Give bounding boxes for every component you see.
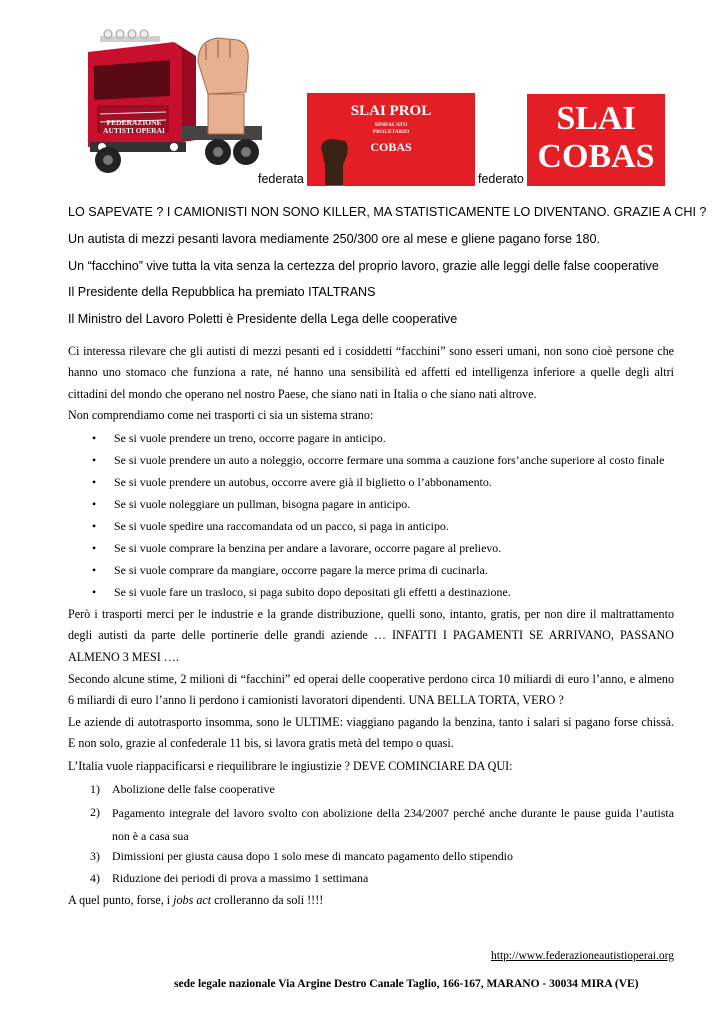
bullet-icon: • xyxy=(92,519,97,533)
headline-3: Un “facchino” vive tutta la vita senza la certezza del proprio lavoro, grazie alle leggi delle false cooperative xyxy=(68,259,659,273)
list-item: • Se si vuole comprare la benzina per andare a lavorare, occorre pagare al prelievo. xyxy=(92,538,501,559)
federata-label: federata xyxy=(258,172,304,186)
list-item: • Se si vuole prendere un treno, occorre pagare in anticipo. xyxy=(92,428,386,449)
list-item: • Se si vuole prendere un auto a noleggio, occorre fermare una somma a cauzione fors’anche superiore al costo finale xyxy=(92,450,664,471)
headline-5: Il Ministro del Lavoro Poletti è Presidente della Lega delle cooperative xyxy=(68,312,458,326)
list-item: • Se si vuole fare un trasloco, si paga subito dopo depositati gli effetti a destinazione. xyxy=(92,582,511,603)
list-item: • Se si vuole prendere un autobus, occorre avere già il biglietto o l’abbonamento. xyxy=(92,472,492,493)
truck-illustration xyxy=(78,22,268,182)
paragraph-italy: L’Italia vuole riappacificarsi e riequilibrare le ingiustizie ? DEVE COMINCIARE DA QUI: xyxy=(68,759,513,773)
paragraph-estimates: Secondo alcune stime, 2 milioni di “facchini” ed operai delle cooperative perdono circa 10 miliardi di euro l’anno, e almeno 6 miliardi di euro l’anno li perdono i camionisti lavoratori dipendenti. UNA BELLA TORTA, VERO ? xyxy=(68,672,674,708)
list-item: • Se si vuole spedire una raccomandata od un pacco, si paga in anticipo. xyxy=(92,516,449,537)
truck-grille-text: FEDERAZIONE AUTISTI OPERAI xyxy=(103,118,165,135)
paragraph-companies: Le aziende di autotrasporto insomma, sono le ULTIME: viaggiano pagando la benzina, tanto i salari si pagano forse chissà. E non solo, grazie al confederale 11 bis, si lavora gratis metà del tempo o quasi. xyxy=(68,715,674,751)
federato-label: federato xyxy=(478,172,524,186)
numbered-item: 1) Abolizione delle false cooperative xyxy=(90,782,275,796)
bullet-icon: • xyxy=(92,541,97,555)
slai-cobas-logo: SLAI COBAS xyxy=(527,94,665,186)
bullet-icon: • xyxy=(92,497,97,511)
website-link[interactable]: http://www.federazioneautistioperai.org xyxy=(491,950,674,962)
headline-2: Un autista di mezzi pesanti lavora mediamente 250/300 ore al mese e gliene pagano forse 180. xyxy=(68,232,601,246)
numbered-item: 3) Dimissioni per giusta causa dopo 1 solo mese di mancato pagamento dello stipendio xyxy=(90,849,513,863)
legal-address: sede legale nazionale Via Argine Destro Canale Taglio, 166-167, MARANO - 30034 MIRA (VE) xyxy=(174,978,639,990)
bullet-icon: • xyxy=(92,585,97,599)
headline-1: LO SAPEVATE ? I CAMIONISTI NON SONO KILLER, MA STATISTICAMENTE LO DIVENTANO. GRAZIE A CHI ? xyxy=(68,205,707,219)
bullet-icon: • xyxy=(92,475,97,489)
list-item: • Se si vuole noleggiare un pullman, bisogna pagare in anticipo. xyxy=(92,494,410,515)
bullet-icon: • xyxy=(92,453,97,467)
numbered-item: 4) Riduzione dei periodi di prova a massimo 1 settimana xyxy=(90,871,369,885)
jobs-act-term: jobs act xyxy=(173,893,212,907)
paragraph-transport: Però i trasporti merci per le industrie e la grande distribuzione, quelli sono, intanto, gratis, per non dire il maltrattamento degli autisti da parte delle portinerie delle grandi aziende … INFATTI I PAGAMENTI SE ARRIVANO, PASSANO ALMENO 3 MESI …. xyxy=(68,607,674,664)
fist-icon xyxy=(313,135,353,185)
bullet-icon: • xyxy=(92,563,97,577)
closing-paragraph: A quel punto, forse, i jobs act crolleranno da soli !!!! xyxy=(68,893,324,907)
numbered-item: 2) Pagamento integrale del lavoro svolto con abolizione della 234/2007 perché anche durante le pause guida l’autista non è a casa sua xyxy=(90,805,674,843)
intro-paragraph: Ci interessa rilevare che gli autisti di mezzi pesanti ed i cosiddetti “facchini” sono esseri umani, non sono cioè persone che hanno uno stomaco che funziona a rate, né hanno una sensibilità ed affetti ed intelligenza inferiore a quelle degli altri cittadini del mondo che operano nel nostro Paese, che siano nati in Italia o che siano nati altrove. xyxy=(68,344,674,401)
headline-4: Il Presidente della Repubblica ha premiato ITALTRANS xyxy=(68,285,376,299)
slai-prol-cobas-logo: SLAI PROL SINDACATO PROLETARIO COBAS xyxy=(307,93,475,186)
bullet-icon: • xyxy=(92,431,97,445)
lead-paragraph: Non comprendiamo come nei trasporti ci sia un sistema strano: xyxy=(68,408,374,422)
list-item: • Se si vuole comprare da mangiare, occorre pagare la merce prima di cucinarla. xyxy=(92,560,488,581)
